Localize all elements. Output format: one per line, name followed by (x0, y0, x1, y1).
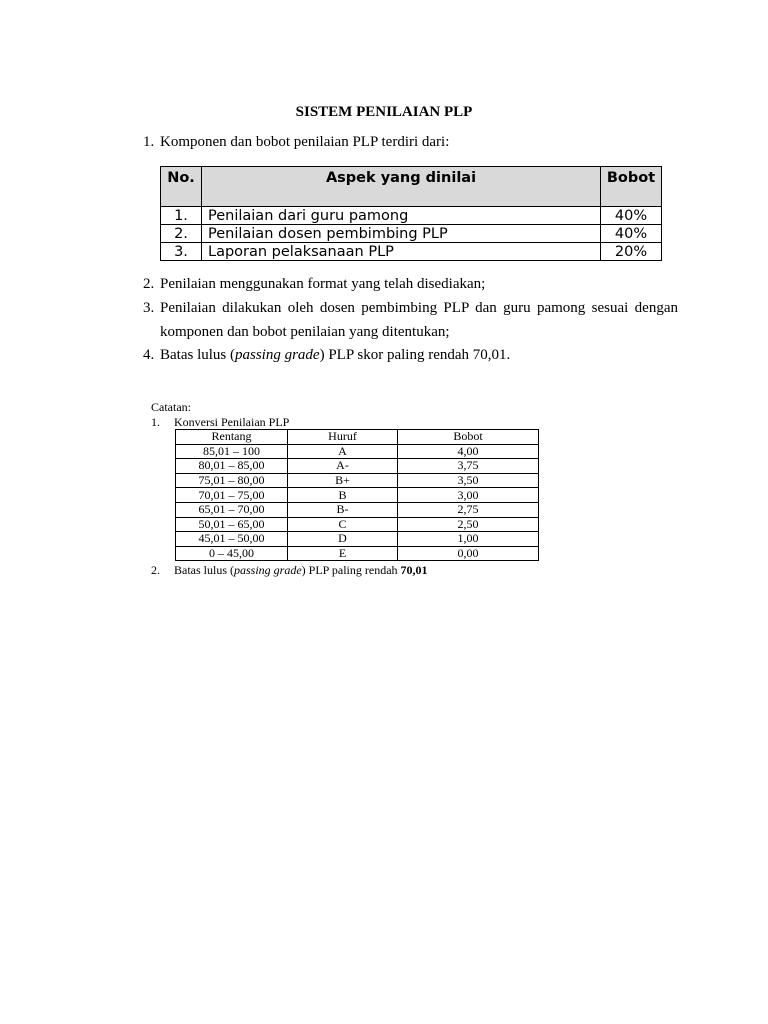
page-title: SISTEM PENILAIAN PLP (295, 104, 473, 120)
italic-term: passing grade (234, 563, 302, 577)
cell-rentang: 70,01 – 75,00 (176, 488, 288, 503)
table-row (176, 517, 539, 532)
list-number: 3. (143, 300, 155, 316)
table-row (176, 459, 539, 474)
list-text: Penilaian dilakukan oleh dosen pembimbing PLP dan guru pamong sesuai dengan komponen dan bobot penilaian yang ditentukan; (160, 300, 678, 340)
table-row (161, 207, 662, 225)
cell-aspek: Penilaian dari guru pamong (202, 207, 601, 225)
cell-bobot: 3,75 (398, 459, 539, 474)
component-weight-table (160, 166, 662, 261)
cell-bobot: 40% (601, 225, 662, 243)
notes-item-number: 2. (151, 563, 160, 577)
list-item-2 (143, 272, 678, 296)
cell-rentang: 85,01 – 100 (176, 444, 288, 459)
table-header-row (161, 167, 662, 207)
list-text: Penilaian menggunakan format yang telah disediakan; (160, 276, 486, 292)
cell-huruf: C (288, 517, 398, 532)
cell-bobot: 20% (601, 243, 662, 261)
list-number: 2. (143, 276, 155, 292)
list-text: Batas lulus (passing grade) PLP skor paling rendah 70,01. (160, 347, 511, 363)
table-row (161, 243, 662, 261)
cell-aspek: Penilaian dosen pembimbing PLP (202, 225, 601, 243)
table-row (176, 546, 539, 561)
cell-huruf: B (288, 488, 398, 503)
cell-rentang: 80,01 – 85,00 (176, 459, 288, 474)
cell-no: 2. (161, 225, 202, 243)
cell-rentang: 45,01 – 50,00 (176, 532, 288, 547)
table-row (176, 502, 539, 517)
list-number: 1. (143, 134, 155, 150)
cell-rentang: 50,01 – 65,00 (176, 517, 288, 532)
list-item-1 (143, 130, 678, 154)
cell-bobot: 3,50 (398, 473, 539, 488)
list-item-3 (143, 296, 678, 344)
header-bobot: Bobot (398, 430, 539, 445)
header-huruf: Huruf (288, 430, 398, 445)
table-row (176, 488, 539, 503)
cell-rentang: 0 – 45,00 (176, 546, 288, 561)
cell-bobot: 2,50 (398, 517, 539, 532)
cell-huruf: D (288, 532, 398, 547)
list-number: 4. (143, 347, 155, 363)
cell-huruf: B- (288, 502, 398, 517)
list-item-4 (143, 343, 678, 367)
cell-bobot: 1,00 (398, 532, 539, 547)
cell-aspek: Laporan pelaksanaan PLP (202, 243, 601, 261)
list-text: Komponen dan bobot penilaian PLP terdiri dari: (160, 134, 450, 150)
cell-bobot: 3,00 (398, 488, 539, 503)
bold-value: 70,01 (400, 563, 428, 577)
notes-item-text: Batas lulus (passing grade) PLP paling rendah 70,01 (174, 563, 428, 577)
table-row (176, 444, 539, 459)
cell-huruf: E (288, 546, 398, 561)
cell-bobot: 2,75 (398, 502, 539, 517)
table-header-row (176, 430, 539, 445)
cell-no: 3. (161, 243, 202, 261)
grade-conversion-table (175, 429, 539, 561)
cell-rentang: 75,01 – 80,00 (176, 473, 288, 488)
table-row (176, 532, 539, 547)
cell-rentang: 65,01 – 70,00 (176, 502, 288, 517)
cell-bobot: 0,00 (398, 546, 539, 561)
cell-bobot: 4,00 (398, 444, 539, 459)
table-row (161, 225, 662, 243)
cell-huruf: B+ (288, 473, 398, 488)
header-aspek: Aspek yang dinilai (202, 167, 601, 207)
notes-item-number: 1. (151, 415, 160, 429)
cell-no: 1. (161, 207, 202, 225)
cell-huruf: A- (288, 459, 398, 474)
table-row (176, 473, 539, 488)
italic-term: passing grade (235, 347, 320, 363)
notes-label: Catatan: (151, 400, 191, 414)
header-rentang: Rentang (176, 430, 288, 445)
cell-bobot: 40% (601, 207, 662, 225)
notes-item-text: Konversi Penilaian PLP (174, 415, 290, 429)
header-no: No. (161, 167, 202, 207)
cell-huruf: A (288, 444, 398, 459)
header-bobot: Bobot (601, 167, 662, 207)
